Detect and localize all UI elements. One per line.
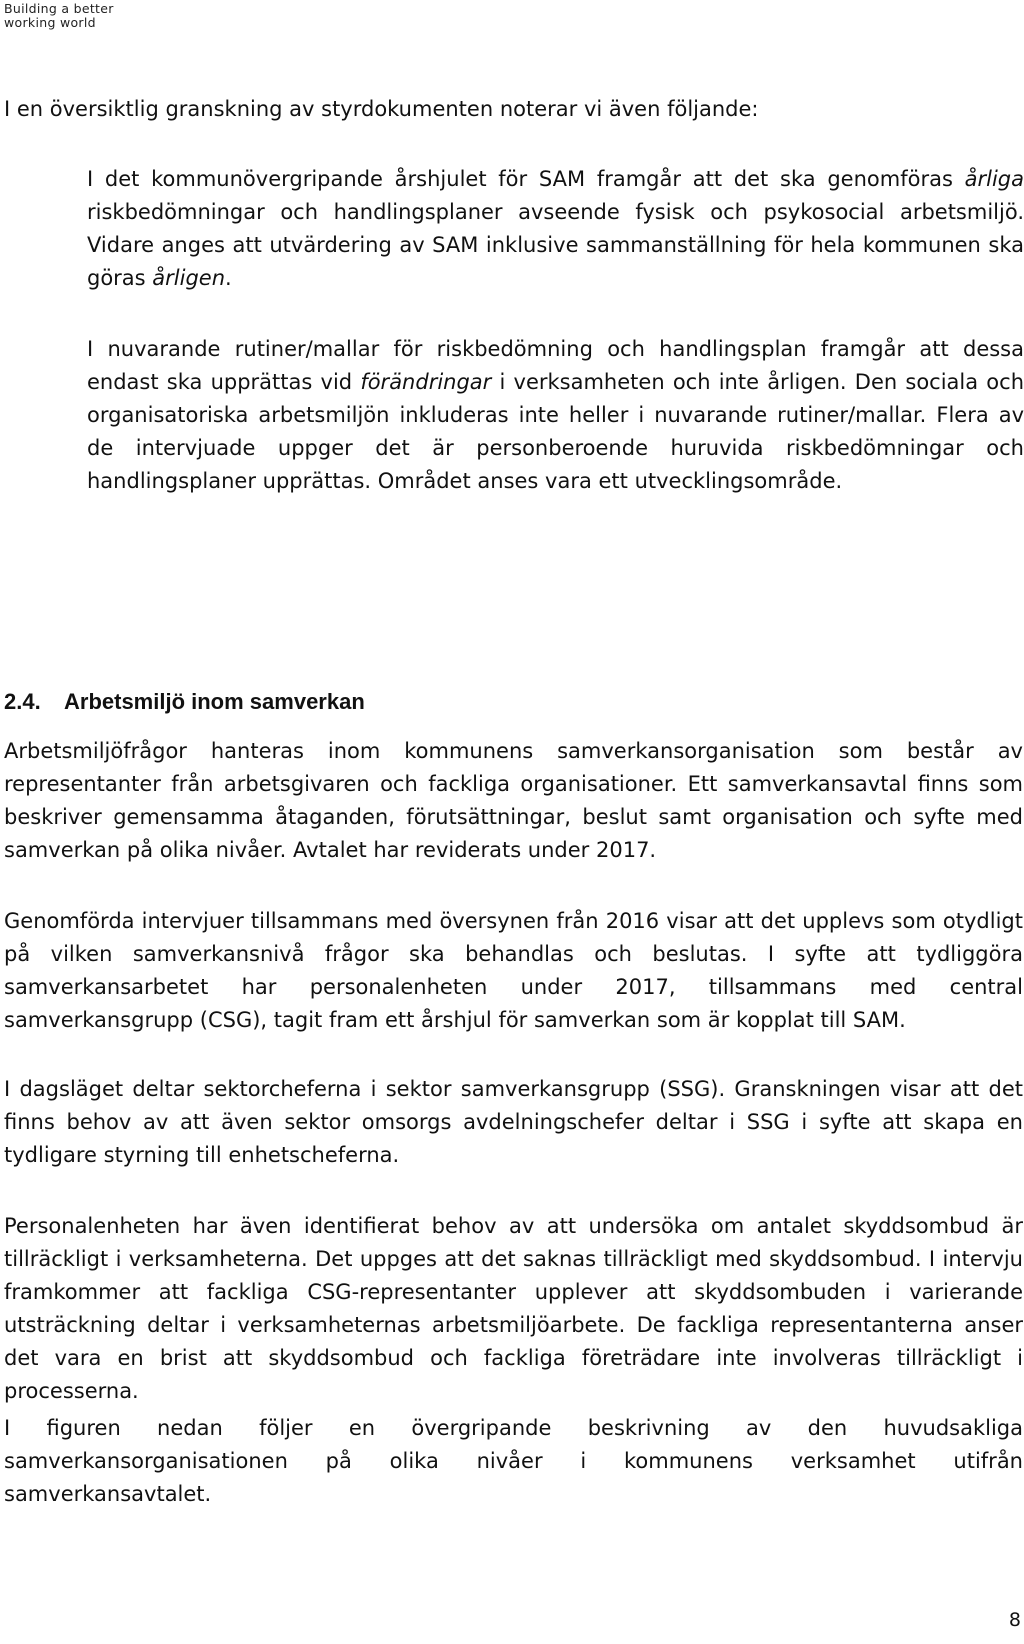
body-paragraph-3: I dagsläget deltar sektorcheferna i sektor samverkansgrupp (SSG). Granskningen visar att det finns behov av att även sektor omsorgs avdelningschefer deltar i SSG i syfte att skapa en tydligare styrning till enhetscheferna. [4,1077,1023,1167]
indented-p1-emphasis-2: årligen [152,266,226,290]
intro-paragraph: I en översiktlig granskning av styrdokumenten noterar vi även följande: [4,97,759,121]
body-paragraph-1: Arbetsmiljöfrågor hanteras inom kommunens samverkansorganisation som består av representanter från arbetsgivaren och fackliga organisationer. Ett samverkansavtal finns som beskriver gemensamma åtaganden, förutsättningar, beslut samt organisation och syfte med samverkan på olika nivåer. Avtalet har reviderats under 2017. [4,739,1023,862]
section-title: Arbetsmiljö inom samverkan [64,689,365,714]
indented-paragraph-2 [87,333,1024,498]
indented-p1-text-1: I det kommunövergripande årshjulet för SAM framgår att det ska genomföras [87,167,965,191]
indented-p1-text-3: . [225,266,232,290]
body-paragraph-4: Personalenheten har även identifierat behov av att undersöka om antalet skyddsombud är tillräckligt i verksamheterna. Det uppges att det saknas tillräckligt med skyddsombud. I intervju framkommer att fackliga CSG-representanter upplever att skyddsombuden i varierande utsträckning deltar i verksamheternas arbetsmiljöarbete. De fackliga representanterna anser det vara en brist att skyddsombud och fackliga företrädare inte involveras tillräckligt i processerna. [4,1214,1023,1403]
indented-p1-emphasis-1: årliga [964,167,1024,191]
body-paragraph-5-end: samverkansavtalet. [4,1482,212,1506]
section-heading [4,688,365,716]
indented-p2-emphasis-1: förändringar [360,370,492,394]
indented-p2-text-1: I nuvarande rutiner/mallar för riskbedömning och handlingsplan framgår att dessa endast ska upprättas vid [87,337,1024,394]
header-logo [4,2,114,30]
indented-p1-text-2: riskbedömningar och handlingsplaner avseende fysisk och psykosocial arbetsmiljö. Vidare anges att utvärdering av SAM inklusive sammanställning för hela kommunen ska göras [87,200,1024,290]
indented-paragraph-1 [87,163,1024,295]
logo-line-2: working world [4,15,96,30]
page-number: 8 [1008,1609,1021,1631]
indented-p2-text-2: i verksamheten och inte årligen. Den sociala och organisatoriska arbetsmiljön inkluderas inte heller i nuvarande rutiner/mallar. Flera av de intervjuade uppger det är personberoende huruvida riskbedömningar och handlingsplaner upprättas. Området anses vara ett utvecklingsområde. [87,370,1024,493]
logo-line-1: Building a better [4,1,114,16]
section-number: 2.4. [4,689,41,714]
body-paragraph-2: Genomförda intervjuer tillsammans med översynen från 2016 visar att det upplevs som otydligt på vilken samverkansnivå frågor ska behandlas och beslutas. I syfte att tydliggöra samverkansarbetet har personalenheten under 2017, tillsammans med central samverkansgrupp (CSG), tagit fram ett årshjul för samverkan som är kopplat till SAM. [4,909,1023,1032]
body-paragraph-5: I figuren nedan följer en övergripande beskrivning av den huvudsakliga samverkansorganisationen på olika nivåer i kommunens verksamhet utifrån [4,1416,1023,1473]
